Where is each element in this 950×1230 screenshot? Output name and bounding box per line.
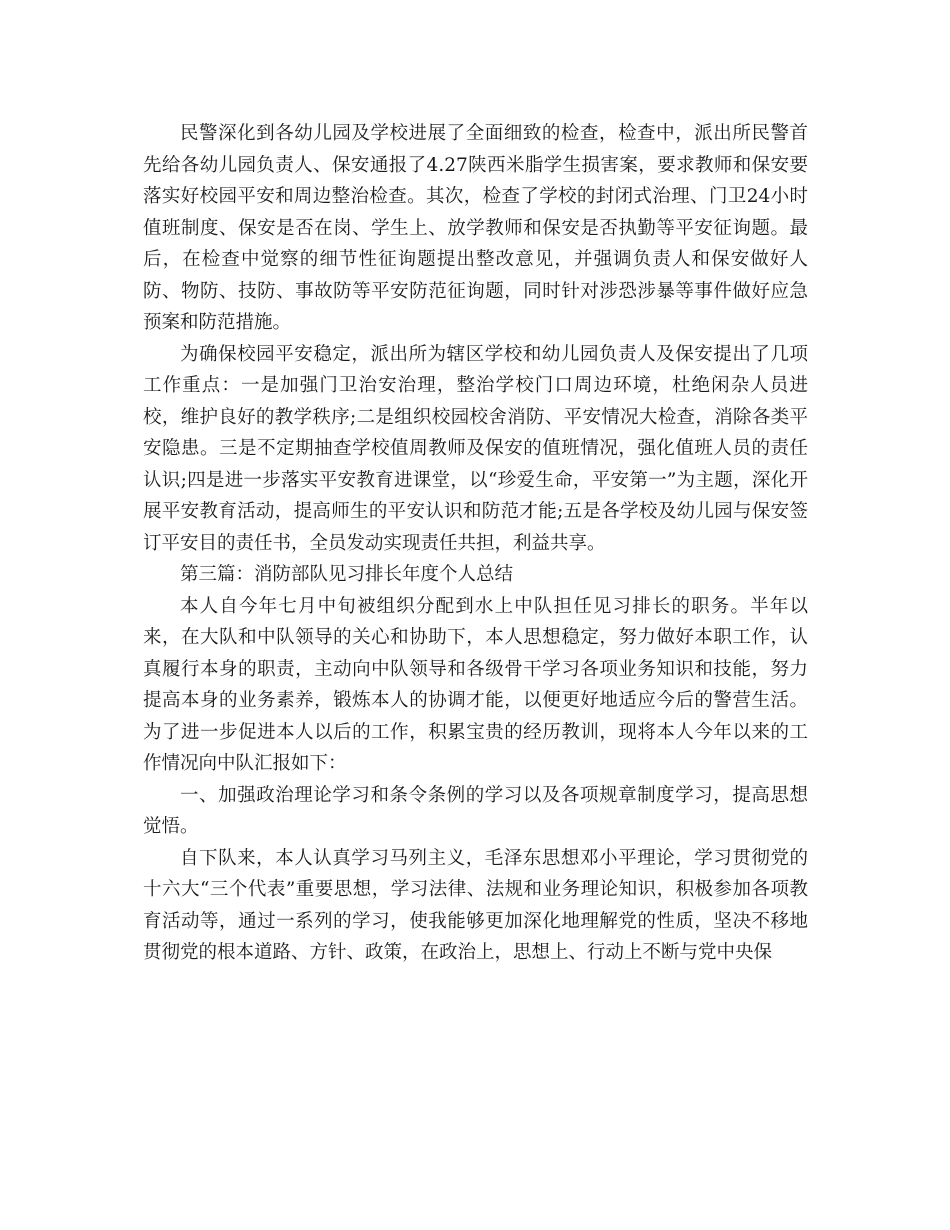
paragraph-introduction: 本人自今年七月中旬被组织分配到水上中队担任见习排长的职务。半年以来，在大队和中队领导的关心和协助下，本人思想稳定，努力做好本职工作，认真履行本身的职责，主动向中队领导和各级骨干学习各项业务知识和技能，努力提高本身的业务素养，锻炼本人的协调才能，以便更好地适应今后的警营生活。为了进一步促进本人以后的工作，积累宝贵的经历教训，现将本人今年以来的工作情况向中队汇报如下： xyxy=(143,595,808,774)
paragraph-item-one-body: 自下队来，本人认真学习马列主义，毛泽东思想邓小平理论，学习贯彻党的十六大“三个代表”重要思想，学习法律、法规和业务理论知识，积极参加各项教育活动等，通过一系列的学习，使我能够更加深化地理解党的性质，坚决不移地贯彻党的根本道路、方针、政策，在政治上，思想上、行动上不断与党中央保 xyxy=(143,847,808,963)
paragraph-inspection: 民警深化到各幼儿园及学校进展了全面细致的检查，检查中，派出所民警首先给各幼儿园负责人、保安通报了4.27陕西米脂学生损害案，要求教师和保安要落实好校园平安和周边整治检查。其次，检查了学校的封闭式治理、门卫24小时值班制度、保安是否在岗、学生上、放学教师和保安是否执勤等平安征询题。最后，在检查中觉察的细节性征询题提出整改意见，并强调负责人和保安做好人防、物防、技防、事故防等平安防范征询题，同时针对涉恐涉暴等事件做好应急预案和防范措施。 xyxy=(143,123,808,333)
section-heading: 第三篇：消防部队见习排长年度个人总结 xyxy=(180,564,514,585)
document-body xyxy=(143,118,808,969)
paragraph-work-focus: 为确保校园平安稳定，派出所为辖区学校和幼儿园负责人及保安提出了几项工作重点：一是加强门卫治安治理，整治学校门口周边环境，杜绝闲杂人员进校，维护良好的教学秩序;二是组织校园校舍消防、平安情况大检查，消除各类平安隐患。三是不定期抽查学校值周教师及保安的值班情况，强化值班人员的责任认识;四是进一步落实平安教育进课堂，以“珍爱生命，平安第一”为主题，深化开展平安教育活动，提高师生的平安认识和防范才能;五是各学校及幼儿园与保安签订平安目的责任书，全员发动实现责任共担，利益共享。 xyxy=(143,343,808,554)
paragraph-item-one-title: 一、加强政治理论学习和条令条例的学习以及各项规章制度学习，提高思想觉悟。 xyxy=(143,784,808,837)
